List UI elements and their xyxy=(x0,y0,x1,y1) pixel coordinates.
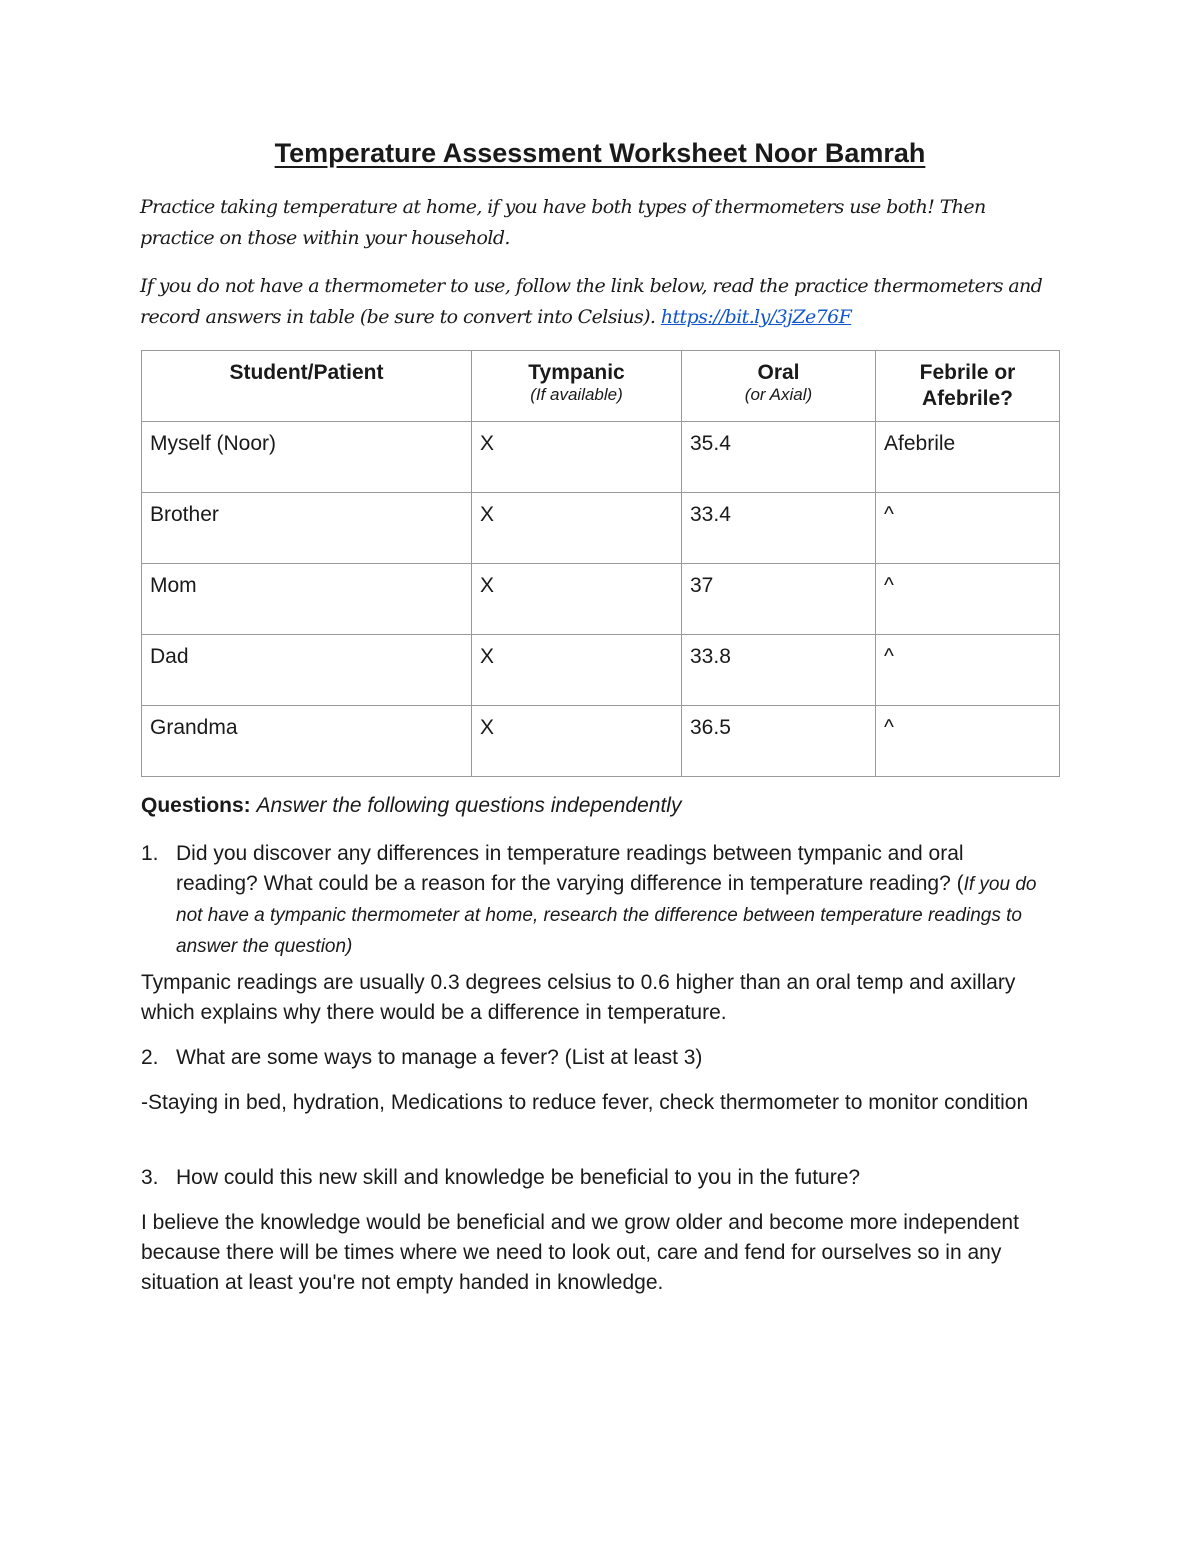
table-row xyxy=(142,422,1060,493)
header-febrile xyxy=(876,351,1060,422)
cell-tympanic: X xyxy=(472,706,682,777)
practice-thermometers-link[interactable]: https://bit.ly/3jZe76F xyxy=(660,306,852,328)
cell-oral: 36.5 xyxy=(682,706,876,777)
cell-patient: Dad xyxy=(142,635,472,706)
cell-patient: Mom xyxy=(142,564,472,635)
question-number: 3. xyxy=(141,1166,159,1189)
cell-tympanic: X xyxy=(472,493,682,564)
header-label: Tympanic xyxy=(528,361,625,384)
table-header-row xyxy=(142,351,1060,422)
header-label: Oral xyxy=(757,361,800,384)
table-row xyxy=(142,564,1060,635)
question-note: If you do not have a tympanic thermometer at home, research the difference between temperature readings to answer the question) xyxy=(176,874,1037,957)
header-sublabel: (If available) xyxy=(530,385,623,404)
cell-tympanic: X xyxy=(472,422,682,493)
question-number: 1. xyxy=(141,842,159,865)
answer-1: Tympanic readings are usually 0.3 degrees celsius to 0.6 higher than an oral temp and axillary which explains why there would be a difference in temperature. xyxy=(141,971,1016,1024)
questions-instruction: Answer the following questions independently xyxy=(256,794,682,817)
cell-oral: 33.4 xyxy=(682,493,876,564)
header-student-patient xyxy=(142,351,472,422)
intro-paragraph-2-text: If you do not have a thermometer to use, follow the link below, read the practice thermometers and record answers in table (be sure to convert into Celsius). xyxy=(140,275,1043,328)
cell-febrile: ^ xyxy=(876,706,1060,777)
header-tympanic xyxy=(472,351,682,422)
question-text: How could this new skill and knowledge be beneficial to you in the future? xyxy=(176,1166,861,1189)
question-number: 2. xyxy=(141,1046,159,1069)
intro-paragraph-1: Practice taking temperature at home, if you have both types of thermometers use both! Then practice on those within your household. xyxy=(140,196,986,249)
question-2 xyxy=(141,1043,1041,1073)
cell-patient: Grandma xyxy=(142,706,472,777)
cell-tympanic: X xyxy=(472,564,682,635)
cell-febrile: Afebrile xyxy=(876,422,1060,493)
cell-tympanic: X xyxy=(472,635,682,706)
question-3 xyxy=(141,1163,1041,1193)
table-row xyxy=(142,635,1060,706)
question-text: What are some ways to manage a fever? (List at least 3) xyxy=(176,1046,703,1069)
table-row xyxy=(142,493,1060,564)
cell-febrile: ^ xyxy=(876,493,1060,564)
questions-header xyxy=(141,794,681,818)
header-label: Febrile or Afebrile? xyxy=(919,361,1016,410)
question-1 xyxy=(141,839,1041,962)
cell-febrile: ^ xyxy=(876,564,1060,635)
question-text xyxy=(176,839,1041,962)
answer-2: -Staying in bed, hydration, Medications to reduce fever, check thermometer to monitor condition xyxy=(141,1091,1029,1114)
question-text-main: Did you discover any differences in temperature readings between tympanic and oral reading? What could be a reason for the varying difference in temperature reading? ( xyxy=(176,842,964,895)
cell-oral: 33.8 xyxy=(682,635,876,706)
page-title: Temperature Assessment Worksheet Noor Bamrah xyxy=(274,138,926,168)
cell-oral: 37 xyxy=(682,564,876,635)
temperature-table xyxy=(141,350,1060,777)
answer-3: I believe the knowledge would be beneficial and we grow older and become more independent because there will be times where we need to look out, care and fend for ourselves so in any situation at least you're not empty handed in knowledge. xyxy=(141,1211,1019,1294)
cell-oral: 35.4 xyxy=(682,422,876,493)
header-oral xyxy=(682,351,876,422)
cell-patient: Brother xyxy=(142,493,472,564)
intro-paragraph-2 xyxy=(140,271,1060,333)
header-label: Student/Patient xyxy=(229,361,384,384)
table-row xyxy=(142,706,1060,777)
cell-febrile: ^ xyxy=(876,635,1060,706)
cell-patient: Myself (Noor) xyxy=(142,422,472,493)
questions-label: Questions: xyxy=(141,794,251,817)
header-sublabel: (or Axial) xyxy=(744,385,813,404)
